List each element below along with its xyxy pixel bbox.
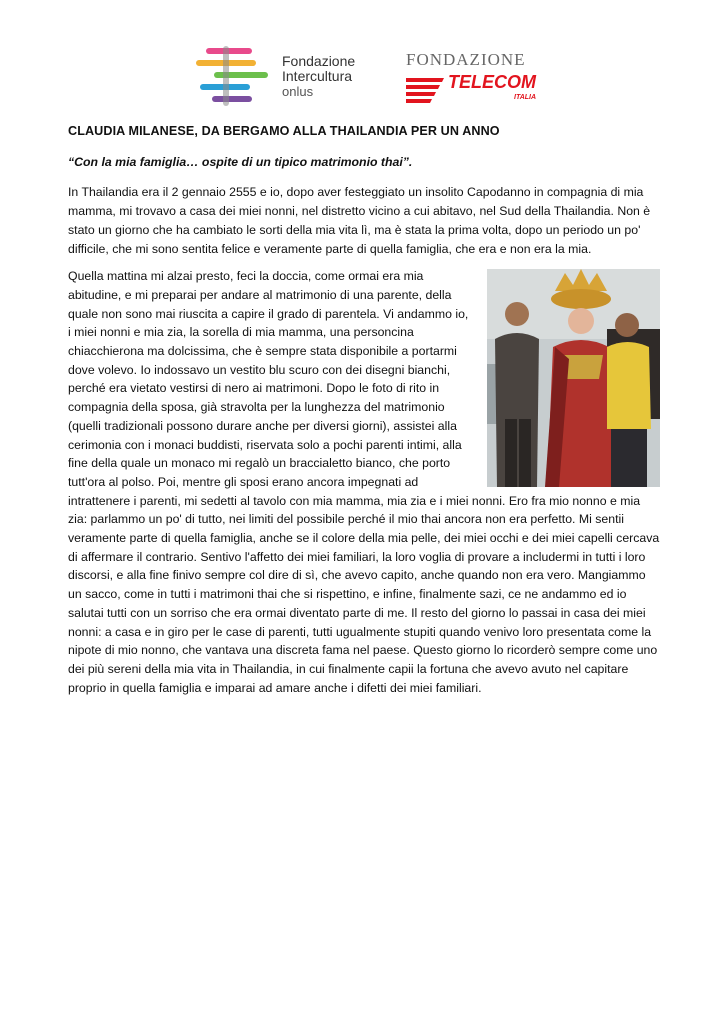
article-paragraph-1: In Thailandia era il 2 gennaio 2555 e io, dopo aver festeggiato un insolito Capodanno in compagnia di mia mamma, mi trovavo a casa dei miei nonni, nel distretto vicino a cui abitavo, nel Sud della Thailandia. Non è stato un giorno che ha cambiato le sorti della mia vita lì, ma è stata la prima volta, dopo un periodo un po' difficile, che mi sono sentita felice e veramente parte di quella famiglia, che era e non era la mia. — [68, 185, 651, 256]
article-paragraph-2: Quella mattina mi alzai presto, feci la doccia, come ormai era mia abitudine, e mi preparai per andare al matrimonio di una parente, della quale non sono mai riuscita a capire il grado di parentela. Vi andammo io, i miei nonni e mia zia, la sorella di mia mamma, una personcina chiacchierona ma dolcissima, che è sempre stata disponibile a portarmi dove volevo. Io indossavo un vestito blu scuro con dei disegni bianchi, perché era vietato vestirsi di nero ai matrimoni. Dopo le foto di rito in compagnia della sposa, già stravolta per la lunghezza del matrimonio (quelli tradizionali possono durare anche per diversi giorni), assistei alla cerimonia con i monaci buddisti, riservata solo a pochi parenti intimi, alla fine della quale un monaco mi regalò un braccialetto bianco, che porto tutt'ora al polso. Poi, mentre gli sposi erano ancora impegnati ad intrattenere i parenti, mi sedetti al tavolo con mia mamma, mia zia e i miei nonni. Ero fra mio nonno e mia zia: parlammo un po' di tutto, nei limiti del possibile perché il mio thai ancora non era perfetto. Mi sentii veramente parte di quella famiglia, anche se il colore della mia pelle, dei miei occhi e dei miei capelli cercava di affermare il contrario. Sentivo l'affetto dei miei familiari, la loro voglia di provare a includermi in tutti i loro discorsi, e alla fine finivo sempre col dire di sì, che avevo capito, anche quando non era vero. Mangiammo un sacco, come in tutti i matrimoni thai che si rispettino, e infine, finalmente sazi, ce ne andammo ed io salutai tutti con un sorriso che era ormai diventato parte di me. Il resto del giorno lo passai in casa dei miei nonni: a casa e in giro per le case di parenti, tutti ugualmente stupiti quando venivo loro presentata come la nipote di mio nonno, che vantava una discreta fama nel paese. Questo giorno lo ricorderò sempre come uno dei più sereni della mia vita in Thailandia, in cui finalmente capii la fortuna che avevo avuto nel capitare proprio in quella famiglia e imparai ad amare anche i difetti dei miei familiari. — [68, 269, 660, 695]
telecom-italia-label: ITALIA — [514, 94, 537, 101]
telecom-wordmark: TELECOM — [448, 72, 536, 92]
intercultura-line1: Fondazione — [282, 53, 356, 69]
intercultura-line2: Intercultura — [282, 68, 353, 84]
article-title: CLAUDIA MILANESE, DA BERGAMO ALLA THAILANDIA PER UN ANNO — [68, 124, 500, 138]
intercultura-wordmark — [282, 54, 355, 99]
telecom-logo — [404, 50, 537, 106]
intercultura-logo — [196, 46, 376, 106]
article-subtitle: “Con la mia famiglia… ospite di un tipico matrimonio thai”. — [68, 154, 413, 169]
telecom-fondazione-label: FONDAZIONE — [406, 50, 526, 69]
logo-header — [0, 44, 724, 114]
wedding-photo — [487, 269, 660, 487]
intercultura-line3: onlus — [282, 84, 314, 99]
intercultura-mark-icon — [196, 46, 274, 106]
article — [68, 122, 660, 706]
